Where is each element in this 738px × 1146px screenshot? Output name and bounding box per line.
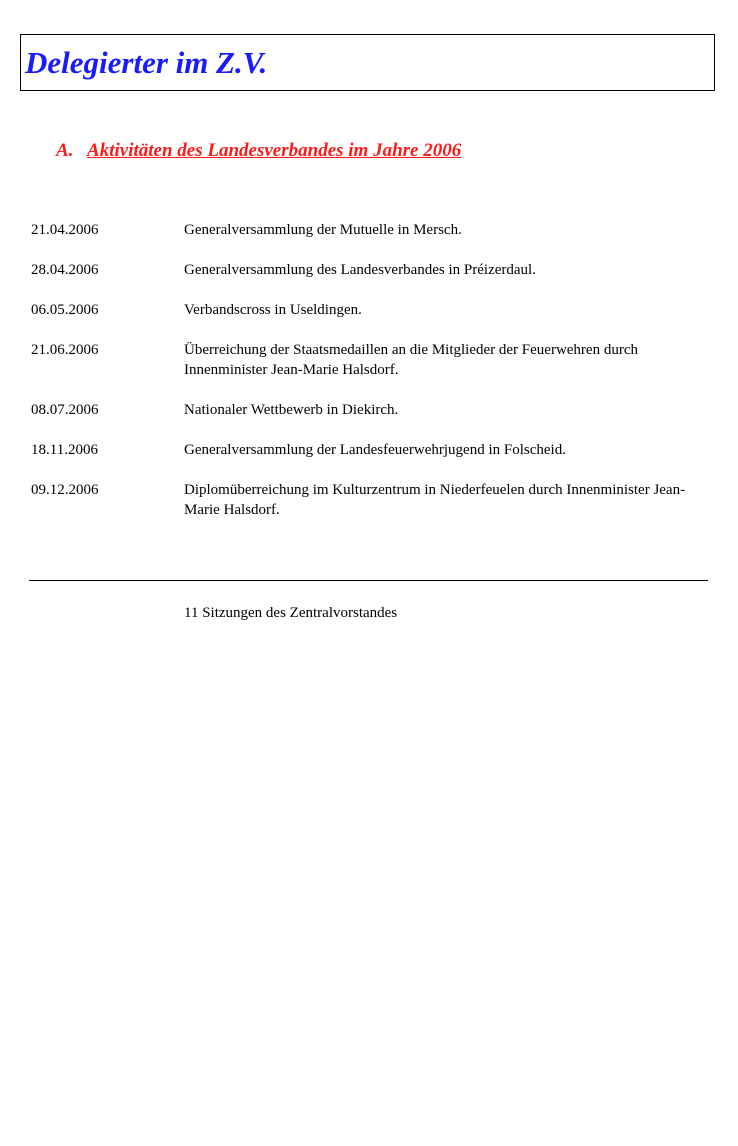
title-box: [20, 34, 715, 91]
event-row: [31, 340, 711, 380]
event-date: 18.11.2006: [31, 442, 98, 458]
event-description: Nationaler Wettbewerb in Diekirch.: [184, 402, 399, 418]
horizontal-divider: [29, 580, 708, 581]
event-date: 06.05.2006: [31, 302, 99, 318]
page-title: Delegierter im Z.V.: [25, 45, 268, 80]
event-list: [31, 220, 711, 540]
event-description: Generalversammlung der Mutuelle in Mersch.: [184, 222, 462, 238]
section-heading: [56, 140, 461, 162]
event-description: Verbandscross in Useldingen.: [184, 302, 362, 318]
event-date: 21.06.2006: [31, 342, 99, 358]
event-description: Generalversammlung des Landesverbandes in Préizerdaul.: [184, 262, 536, 278]
event-row: [31, 440, 711, 460]
event-row: [31, 400, 711, 420]
event-date: 28.04.2006: [31, 262, 99, 278]
event-date: 09.12.2006: [31, 482, 99, 498]
section-title: Aktivitäten des Landesverbandes im Jahre 2006: [87, 140, 462, 161]
event-row: [31, 300, 711, 320]
event-date: 08.07.2006: [31, 402, 99, 418]
section-number: A.: [56, 140, 74, 161]
meetings-note: 11 Sitzungen des Zentralvorstandes: [184, 605, 398, 621]
event-description: Generalversammlung der Landesfeuerwehrjugend in Folscheid.: [184, 442, 566, 458]
event-date: 21.04.2006: [31, 222, 99, 238]
event-description: Diplomüberreichung im Kulturzentrum in Niederfeuelen durch Innenminister Jean-Marie Halsdorf.: [184, 482, 686, 518]
event-row: [31, 480, 711, 520]
event-row: [31, 260, 711, 280]
event-row: [31, 220, 711, 240]
event-description: Überreichung der Staatsmedaillen an die Mitglieder der Feuerwehren durch Innenminister Jean-Marie Halsdorf.: [184, 342, 638, 378]
